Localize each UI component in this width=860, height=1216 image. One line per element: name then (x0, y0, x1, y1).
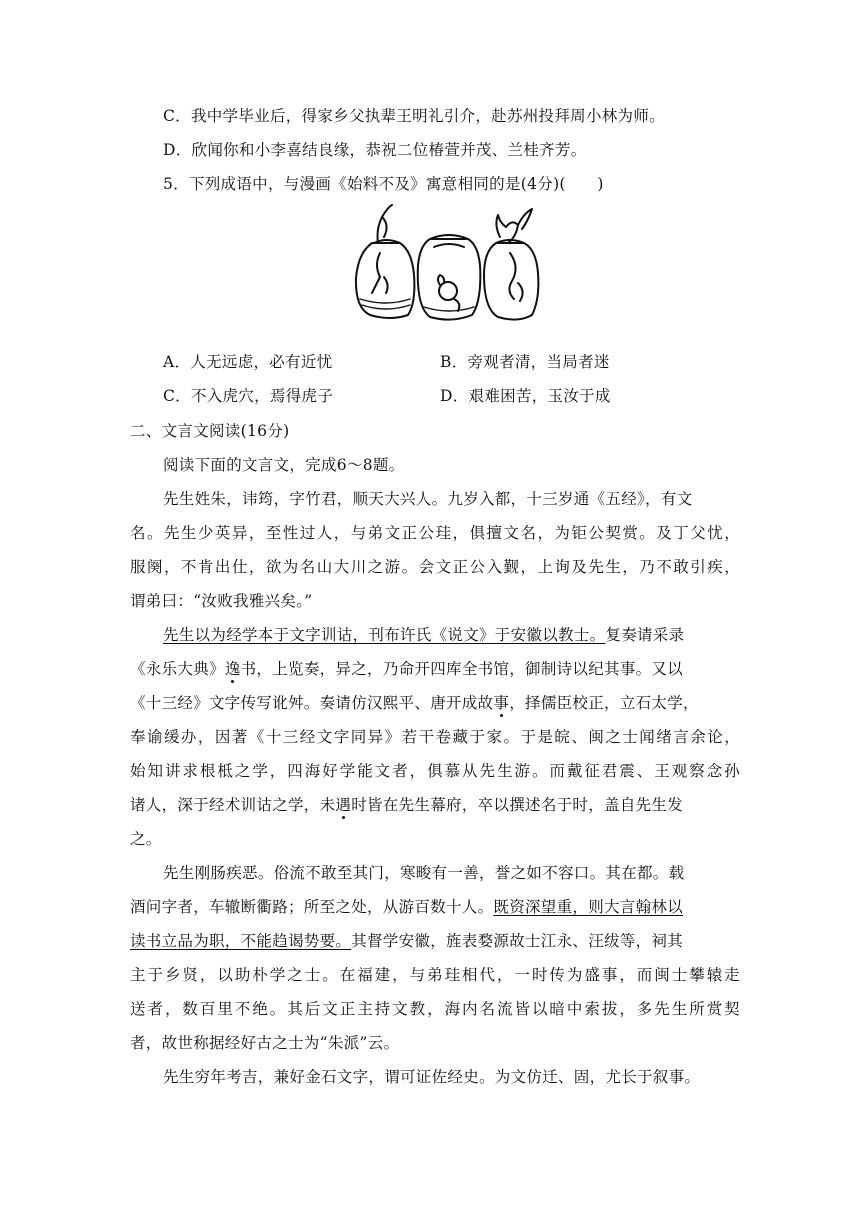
passage-line: 《永乐大典》逸书，上览奏，异之，乃命开四库全书馆，御制诗以纪其事。又以 (130, 660, 684, 678)
q5-stem: 5．下列成语中，与漫画《始料不及》寓意相同的是(4分)( ) (163, 175, 604, 193)
passage-line: 之。 (130, 830, 162, 848)
passage-line: 者，故世称据经好古之士为“朱派”云。 (130, 1034, 400, 1052)
passage-line: 先生以为经学本于文字训诂，刊布许氏《说文》于安徽以教士。复奏请采录 (163, 626, 685, 644)
passage-line: 送者，数百里不绝。其后文正主持文教，海内名流皆以暗中索拔，多先生所赏契 (130, 1000, 740, 1018)
underlined-sentence-1: 先生以为经学本于文字训诂，刊布许氏《说文》于安徽以教士。 (163, 626, 606, 644)
passage-line: 奉谕缓办，因著《十三经文字同异》若干卷藏于家。于是皖、闽之士闻绪言余论， (130, 728, 740, 746)
q5-option-c: C．不入虎穴，焉得虎子 (163, 387, 334, 405)
section-heading: 二、文言文阅读(16分) (130, 422, 290, 440)
passage-line: 酒问字者，车辙断衢路；所至之处，从游百数十人。既资深望重，则大言翰林以 (130, 898, 684, 916)
passage-line: 主于乡贤，以助朴学之士。在福建，与弟珪相代，一时传为盛事，而闽士攀辕走 (130, 966, 740, 984)
q5-option-a: A．人无远虑，必有近忧 (163, 353, 333, 371)
passage-line: 读书立品为职，不能趋谒势要。其督学安徽，旌表婺源故士江永、汪绂等，祠其 (130, 932, 684, 950)
passage-line: 名。先生少英异，至性过人，与弟文正公珪，俱擅文名，为钜公契赏。及丁父忧， (130, 524, 740, 542)
q4-option-d: D．欣闻你和小李喜结良缘，恭祝二位椿萱并茂、兰桂齐芳。 (163, 141, 587, 159)
dotted-char: 遇 (335, 796, 352, 814)
q5-option-d: D．艰难困苦，玉汝于成 (440, 387, 611, 405)
passage-line: 诸人，深于经术训诂之学，未遇时皆在先生幕府，卒以撰述名于时，盖自先生发 (130, 796, 684, 814)
passage-line: 始知讲求根柢之学，四海好学能文者，俱慕从先生游。而戴征君震、王观察念孙 (130, 762, 740, 780)
q4-option-c: C．我中学毕业后，得家乡父执辈王明礼引介，赴苏州投拜周小林为师。 (163, 107, 665, 125)
passage-line: 谓弟曰：“汝败我雅兴矣。” (130, 592, 313, 610)
passage-line: 服阕，不肯出仕，欲为名山大川之游。会文正公入觐，上询及先生，乃不敢引疾， (130, 558, 740, 576)
underlined-sentence-2-cont: 读书立品为职，不能趋谒势要。 (130, 932, 352, 950)
passage-line: 先生姓朱，讳筠，字竹君，顺天大兴人。九岁入都，十三岁通《五经》，有文 (163, 490, 693, 508)
underlined-sentence-2: 既资深望重，则大言翰林以 (493, 898, 684, 916)
q5-option-b: B．旁观者清，当局者迷 (440, 353, 610, 371)
passage-line: 先生刚肠疾恶。俗流不敢至其门，寒畯有一善，誉之如不容口。其在都。载 (163, 864, 685, 882)
passage-line: 《十三经》文字传写讹舛。奏请仿汉熙平、唐开成故事，择儒臣校正，立石太学， (130, 694, 699, 712)
dotted-char: 逸 (224, 660, 241, 678)
passage-line: 先生穷年考吉，兼好金石文字，谓可证佐经史。为文仿迁、固，尤长于叙事。 (163, 1068, 701, 1086)
dotted-char: 事 (493, 694, 510, 712)
cartoon-three-jars (350, 203, 540, 329)
reading-instruction: 阅读下面的文言文，完成6～8题。 (163, 456, 405, 474)
